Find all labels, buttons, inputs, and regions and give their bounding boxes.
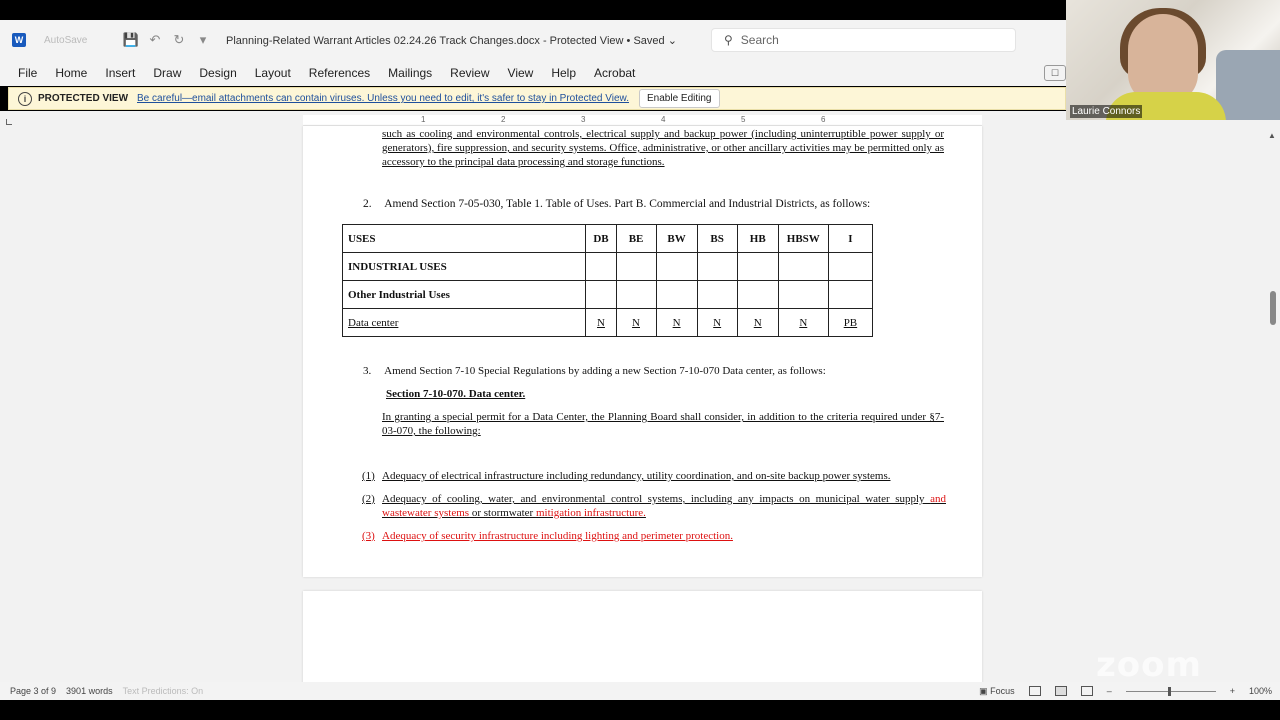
list-item-text: Amend Section 7-10 Special Regulations by adding a new Section 7-10-070 Data center, as follows:	[384, 365, 826, 377]
zoom-slider[interactable]	[1126, 691, 1216, 692]
tab-insert[interactable]: Insert	[105, 66, 136, 80]
search-input[interactable]	[711, 28, 1016, 52]
undo-icon[interactable]: ↶	[149, 32, 161, 47]
table-cell[interactable]: Other Industrial Uses	[343, 281, 586, 309]
focus-button[interactable]	[979, 686, 1015, 697]
zoom-level[interactable]: 100%	[1248, 686, 1272, 696]
list-item-text: Amend Section 7-05-030, Table 1. Table of Uses. Part B. Commercial and Industrial Districts, as follows:	[384, 198, 871, 210]
view-state: Protected View	[549, 34, 624, 47]
document-canvas[interactable]	[0, 111, 1280, 682]
comments-icon[interactable]: ☐	[1044, 65, 1066, 81]
protected-view-message[interactable]: Be careful—email attachments can contain viruses. Unless you need to edit, it's safer to stay in Protected View.	[137, 93, 629, 104]
next-page[interactable]	[303, 591, 982, 682]
protected-view-bar	[8, 87, 1066, 110]
table-cell[interactable]: N	[737, 309, 778, 337]
table-cell[interactable]	[697, 281, 737, 309]
screen-bottom-bar	[0, 700, 1280, 720]
table-header-cell[interactable]: HBSW	[778, 225, 828, 253]
table-cell[interactable]	[616, 281, 656, 309]
video-person-face	[1128, 14, 1198, 104]
tab-file[interactable]: File	[18, 66, 38, 80]
table-row	[343, 253, 873, 281]
table-cell[interactable]: N	[656, 309, 697, 337]
ruler-number: 6	[821, 115, 826, 124]
table-header-cell[interactable]: HB	[737, 225, 778, 253]
paragraph-continued: such as cooling and environmental controls, electrical supply and backup power (including uninterruptible power supply or generators), fire suppression, and security systems. Office, administrative, or other ancillary activities may be permitted only as accessory to the principal data processing and storage functions.	[382, 128, 944, 168]
table-header-cell[interactable]: BS	[697, 225, 737, 253]
table-cell[interactable]	[656, 281, 697, 309]
table-cell[interactable]: Data center	[343, 309, 586, 337]
protected-view-label: PROTECTED VIEW	[38, 93, 129, 104]
focus-icon: ▣	[979, 685, 991, 696]
table-cell[interactable]	[697, 253, 737, 281]
table-cell[interactable]: N	[586, 309, 616, 337]
table-header-cell[interactable]: BW	[656, 225, 697, 253]
redo-icon[interactable]: ↻	[173, 32, 185, 47]
table-cell[interactable]: N	[697, 309, 737, 337]
criterion-text-part: or stormwater	[469, 507, 536, 519]
ruler-number: 3	[581, 115, 586, 124]
autosave-toggle[interactable]: AutoSave	[44, 34, 88, 46]
section-title: Section 7-10-070. Data center.	[386, 388, 526, 400]
chevron-down-icon: ⌄	[667, 34, 677, 47]
tracked-insertion: mitigation infrastructure.	[535, 507, 646, 519]
document-page[interactable]	[303, 126, 982, 577]
read-mode-icon[interactable]	[1029, 686, 1041, 696]
table-header-cell[interactable]: USES	[343, 225, 586, 253]
search-icon: ⚲	[724, 33, 733, 47]
tab-design[interactable]: Design	[199, 66, 237, 80]
ruler-number: 4	[661, 115, 666, 124]
enable-editing-button[interactable]: Enable Editing	[639, 89, 720, 108]
list-number: 2.	[363, 198, 372, 210]
table-header-row	[343, 225, 873, 253]
tab-help[interactable]: Help	[551, 66, 577, 80]
list-number: 3.	[363, 365, 372, 377]
table-cell[interactable]: N	[778, 309, 828, 337]
table-of-uses[interactable]	[342, 224, 873, 337]
word-count[interactable]: 3901 words	[66, 686, 113, 696]
save-icon[interactable]: 💾	[122, 32, 140, 47]
saved-state: Saved	[633, 34, 665, 47]
vertical-scrollbar[interactable]	[1268, 131, 1278, 681]
table-header-cell[interactable]: BE	[616, 225, 656, 253]
tab-selector-icon[interactable]	[6, 119, 12, 125]
print-layout-icon[interactable]	[1055, 686, 1067, 696]
table-cell[interactable]	[586, 253, 616, 281]
tab-home[interactable]: Home	[55, 66, 88, 80]
status-bar	[0, 682, 1280, 700]
tab-layout[interactable]: Layout	[254, 66, 291, 80]
zoom-in-icon[interactable]: +	[1229, 686, 1235, 696]
table-cell[interactable]	[737, 253, 778, 281]
horizontal-ruler[interactable]	[303, 115, 982, 126]
criterion-text: Adequacy of security infrastructure including lighting and perimeter protection.	[382, 530, 733, 542]
table-row	[343, 309, 873, 337]
scroll-up-icon[interactable]: ▲	[1268, 131, 1276, 140]
participant-name: Laurie Connors	[1072, 106, 1141, 117]
criterion-2	[362, 492, 946, 520]
zoom-watermark: zoom	[1096, 645, 1202, 685]
table-cell[interactable]	[737, 281, 778, 309]
focus-label: Focus	[990, 685, 1015, 696]
video-background-couch	[1216, 50, 1280, 120]
table-cell[interactable]: INDUSTRIAL USES	[343, 253, 586, 281]
customize-qat-icon[interactable]: ▾	[199, 32, 207, 47]
tab-mailings[interactable]: Mailings	[388, 66, 433, 80]
table-cell[interactable]	[828, 253, 872, 281]
criterion-text: Adequacy of electrical infrastructure including redundancy, utility coordination, and on-site backup power systems.	[382, 470, 891, 482]
section-intro: In granting a special permit for a Data Center, the Planning Board shall consider, in addition to the criteria required under §7-03-070, the following:	[382, 411, 944, 437]
tab-draw[interactable]: Draw	[153, 66, 182, 80]
table-cell[interactable]	[586, 281, 616, 309]
table-cell[interactable]	[778, 281, 828, 309]
table-header-cell[interactable]: DB	[586, 225, 616, 253]
table-header-cell[interactable]: I	[828, 225, 872, 253]
criterion-1	[362, 469, 946, 483]
tab-review[interactable]: Review	[450, 66, 490, 80]
list-item-3	[363, 365, 826, 377]
tab-acrobat[interactable]: Acrobat	[594, 66, 636, 80]
criterion-text	[382, 492, 946, 520]
table-cell[interactable]	[828, 281, 872, 309]
ruler-number: 1	[421, 115, 426, 124]
participant-video[interactable]	[1066, 0, 1280, 120]
criterion-number: (3)	[362, 530, 375, 542]
tab-view[interactable]: View	[507, 66, 534, 80]
table-cell[interactable]	[778, 253, 828, 281]
tracked-insertion: and wastewater systems	[382, 493, 946, 519]
criterion-number: (2)	[362, 493, 375, 505]
ruler-number: 2	[501, 115, 506, 124]
scrollbar-thumb[interactable]	[1270, 291, 1276, 325]
ruler-number: 5	[741, 115, 746, 124]
list-item-2	[363, 198, 870, 210]
table-cell[interactable]: PB	[828, 309, 872, 337]
criterion-3	[362, 529, 946, 543]
criterion-text-part: Adequacy of cooling, water, and environmental control systems, including any impacts on municipal water supply	[382, 493, 931, 505]
zoom-slider-knob[interactable]	[1168, 687, 1171, 696]
table-cell[interactable]	[616, 253, 656, 281]
info-icon: i	[18, 92, 32, 106]
text-predictions[interactable]: Text Predictions: On	[122, 686, 204, 696]
table-cell[interactable]: N	[616, 309, 656, 337]
document-title: Planning-Related Warrant Articles 02.24.26 Track Changes.docx	[226, 34, 540, 47]
search-placeholder: Search	[740, 33, 779, 47]
web-layout-icon[interactable]	[1081, 686, 1093, 696]
zoom-out-icon[interactable]: –	[1106, 686, 1112, 696]
criterion-number: (1)	[362, 470, 375, 482]
table-row	[343, 281, 873, 309]
word-app-icon: W	[12, 33, 26, 47]
page-count[interactable]: Page 3 of 9	[10, 686, 57, 696]
document-title-area[interactable]: Planning-Related Warrant Articles 02.24.26 Track Changes.docx - Protected View • Saved ⌄	[226, 34, 677, 47]
table-cell[interactable]	[656, 253, 697, 281]
tab-references[interactable]: References	[308, 66, 371, 80]
